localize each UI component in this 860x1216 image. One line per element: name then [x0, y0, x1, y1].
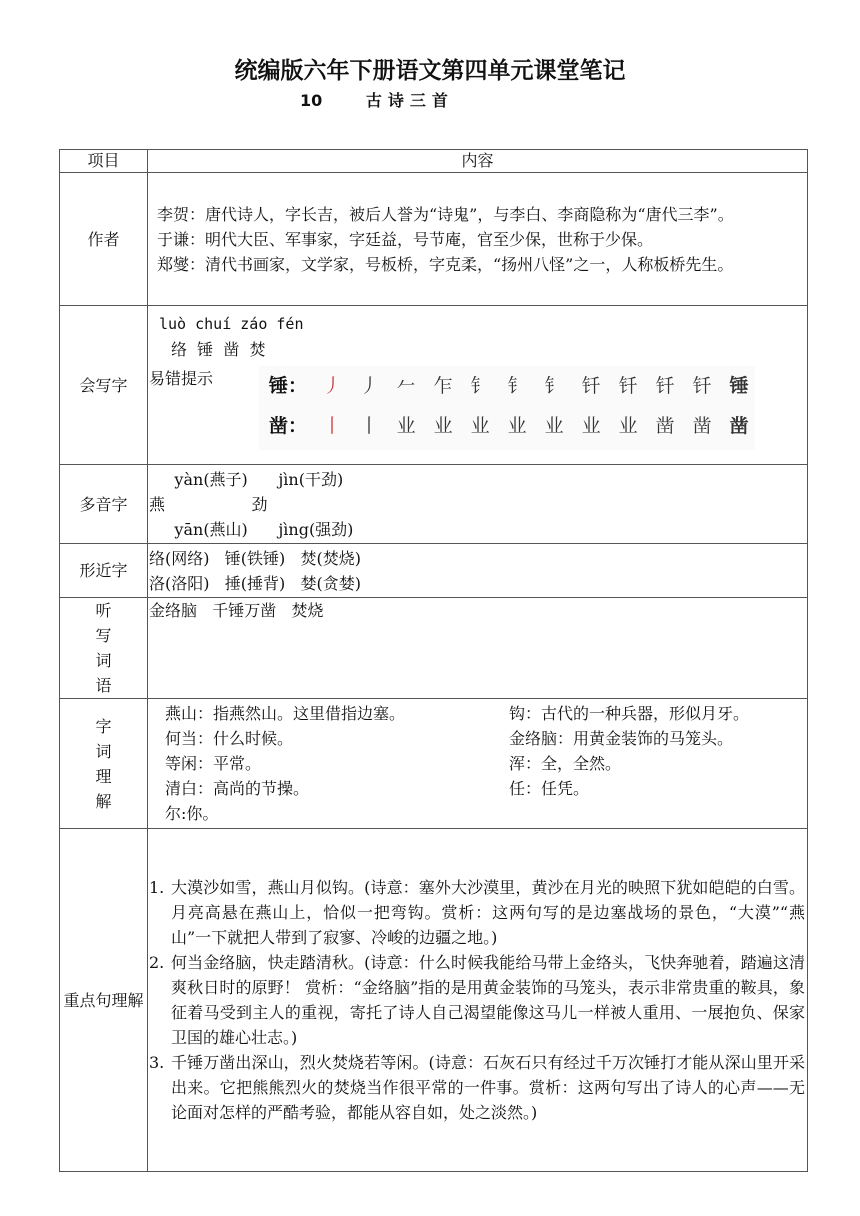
vocab-item: 等闲：平常。 [165, 754, 262, 773]
dictation-content [148, 598, 808, 699]
notes-table [59, 149, 808, 1172]
polyphone-content [148, 465, 808, 544]
writing-row [60, 306, 808, 465]
writing-label: 会写字 [60, 306, 148, 465]
polyphone-label: 多音字 [60, 465, 148, 544]
author-line: 于谦：明代大臣、军事家，字廷益，号节庵，官至少保，世称于少保。 [157, 229, 654, 249]
stroke-step: 钎 [692, 375, 712, 397]
author-content [148, 173, 808, 306]
author-row [60, 173, 808, 306]
vocab-item: 何当：什么时候。 [165, 729, 294, 748]
dictation-text: 金络脑 千锤万凿 焚烧 [149, 601, 324, 620]
keypoint-content [148, 829, 808, 1172]
vocab-item: 钩：古代的一种兵器，形似月牙。 [509, 704, 750, 723]
author-line: 郑燮：清代书画家，文学家，号板桥，字克柔，“扬州八怪”之一，人称板桥先生。 [157, 254, 734, 274]
stroke-step: 业 [544, 415, 564, 437]
stroke-step: 乍 [433, 375, 453, 397]
stroke-step: 业 [581, 415, 601, 437]
keypoint-label: 重点句理解 [60, 829, 148, 1172]
vocab-content [148, 699, 808, 829]
stroke-step: 钎 [581, 375, 601, 397]
keypoint-item [149, 875, 805, 950]
keypoint-number: 1. [149, 878, 165, 897]
vocab-item: 尔:你。 [165, 804, 219, 823]
dictation-label: 听写词语 [60, 598, 148, 699]
vocab-item: 燕山：指燕然山。这里借指边塞。 [165, 704, 406, 723]
similar-line: 络(网络) 锤(铁锤) 焚(焚烧) [149, 548, 361, 568]
stroke-step: 锤 [729, 375, 749, 397]
stroke-row-chui [269, 374, 758, 399]
stroke-char: 凿： [269, 415, 308, 437]
vocab-item: 清白：高尚的节操。 [165, 779, 310, 798]
stroke-step: 钅 [470, 375, 490, 397]
stroke-step: 钎 [618, 375, 638, 397]
writing-chars: 络 锤 凿 焚 [171, 340, 266, 359]
polyphone-line: yān(燕山) jìng(强劲) [149, 519, 354, 539]
stroke-row-zao [269, 414, 758, 439]
writing-content [148, 306, 808, 465]
vocab-label: 字词理解 [60, 699, 148, 829]
vocab-row [60, 699, 808, 829]
vocab-item: 任：任凭。 [509, 779, 590, 798]
stroke-step: 丨 [359, 415, 379, 437]
stroke-step: 钅 [544, 375, 564, 397]
lesson-number: 10 [300, 91, 323, 110]
vocab-item [509, 801, 805, 826]
lesson-subtitle [300, 88, 454, 111]
keypoint-row [60, 829, 808, 1172]
stroke-step: 丿 [322, 375, 342, 397]
polyphone-row [60, 465, 808, 544]
stroke-step: 业 [396, 415, 416, 437]
author-line: 李贺：唐代诗人，字长吉，被后人誉为“诗鬼”，与李白、李商隐称为“唐代三李”。 [157, 204, 734, 224]
similar-row [60, 544, 808, 598]
page-title: 统编版六年下册语文第四单元课堂笔记 [234, 58, 626, 84]
stroke-step: 业 [433, 415, 453, 437]
stroke-step: 业 [507, 415, 527, 437]
stroke-step: 业 [470, 415, 490, 437]
vocab-item: 金络脑：用黄金装饰的马笼头。 [509, 729, 734, 748]
keypoint-number: 2. [149, 953, 165, 972]
keypoint-item [149, 1050, 805, 1125]
header-item: 项目 [60, 150, 148, 173]
stroke-order-image [259, 366, 755, 450]
stroke-step: 丨 [322, 415, 342, 437]
stroke-step: 丿 [359, 375, 379, 397]
table-header-row [60, 150, 808, 173]
polyphone-line: 燕 劲 [149, 494, 268, 514]
dictation-row [60, 598, 808, 699]
stroke-step: 凿 [729, 415, 749, 437]
stroke-step: 钅 [507, 375, 527, 397]
stroke-step: 钎 [655, 375, 675, 397]
stroke-step: 凿 [692, 415, 712, 437]
polyphone-line: yàn(燕子) jìn(干劲) [149, 469, 344, 489]
stroke-step: 凿 [655, 415, 675, 437]
lesson-name: 古诗三首 [365, 91, 454, 110]
keypoint-text: 大漠沙如雪，燕山月似钩。(诗意：塞外大沙漠里，黄沙在月光的映照下犹如皑皑的白雪。月亮高悬在燕山上，恰似一把弯钩。赏析：这两句写的是边塞战场的景色，“大漠”“燕山”一下就把人带到了寂寥、冷峻的边疆之地。) [171, 878, 805, 947]
similar-content [148, 544, 808, 598]
error-tip-label: 易错提示 [149, 369, 214, 388]
author-label: 作者 [60, 173, 148, 306]
header-content: 内容 [148, 150, 808, 173]
writing-pinyin: luò chuí záo fén [159, 315, 304, 333]
keypoint-text: 何当金络脑，快走踏清秋。(诗意：什么时候我能给马带上金络头，飞快奔驰着，踏遍这清爽秋日时的原野！ 赏析：“金络脑”指的是用黄金装饰的马笼头，表示非常贵重的鞍具，象征着马受到主人的重视，寄托了诗人自己渴望能像这马儿一样被人重用、一展抱负、保家卫国的雄心壮志。) [171, 953, 805, 1047]
stroke-step: 𠂉 [396, 375, 416, 397]
vocab-item: 浑：全，全然。 [509, 754, 622, 773]
stroke-step: 业 [618, 415, 638, 437]
keypoint-number: 3. [149, 1053, 165, 1072]
similar-line: 洛(洛阳) 捶(捶背) 婪(贪婪) [149, 573, 361, 593]
similar-label: 形近字 [60, 544, 148, 598]
stroke-char: 锤： [269, 375, 308, 397]
keypoint-text: 千锤万凿出深山，烈火焚烧若等闲。(诗意：石灰石只有经过千万次锤打才能从深山里开采出来。它把熊熊烈火的焚烧当作很平常的一件事。赏析：这两句写出了诗人的心声——无论面对怎样的严酷考验，都能从容自如，处之淡然。) [171, 1053, 805, 1122]
keypoint-item [149, 950, 805, 1050]
